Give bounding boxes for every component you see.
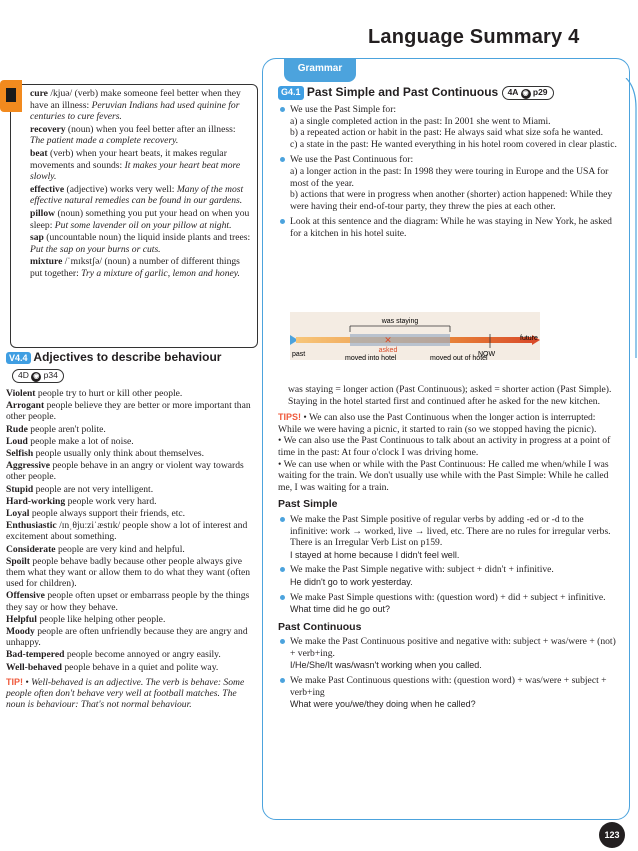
adjective-entry: Arrogant people believe they are better or more important than other people. (6, 400, 251, 423)
past-continuous-use-a: a) a longer action in the past: In 1998 they were touring in Europe and the USA for most of the year. (290, 165, 609, 189)
asked-marker: ✕ (384, 335, 392, 345)
vocab-entry: sap (uncountable noun) the liquid inside plants and trees: Put the sap on your burns or cuts. (30, 232, 251, 255)
vocab-entry: cure /kjuə/ (verb) make someone feel better when they have an illness: Peruvian Indians had used quinine for centuries to cure fevers. (30, 88, 241, 123)
adjective-entry: Considerate people are very kind and helpful. (6, 543, 185, 555)
tip-3: • We can use when or while with the Past Continuous: He called me when/while I was waiting for the train. We don't usually use while with the Past Simple: While he called me, I was waiting for a train. (278, 458, 609, 493)
past-label: past (292, 351, 306, 358)
ps-negative-example: He didn't go to work yesterday. (290, 576, 413, 587)
grammar-content (278, 86, 620, 240)
grammar-tab: Grammar (284, 58, 356, 82)
adjective-entry: Violent people try to hurt or kill other people. (6, 388, 183, 399)
adjective-entry: Hard-working people work very hard. (6, 495, 157, 507)
past-continuous-use-b: b) actions that were in progress when another (shorter) action happened: While they were having their end-of-tour party, they threw the pies at each other. (290, 189, 613, 212)
ps-question-example: What time did he go out? (290, 604, 391, 615)
past-continuous-heading: Past Continuous (278, 620, 362, 633)
page-number: 123 (599, 822, 625, 848)
vocab-entry: beat (verb) when your heart beats, it makes regular movements and sounds: It makes your heart beat more slowly. (30, 147, 241, 183)
decorative-border (624, 78, 638, 358)
longer-action-bar (350, 334, 450, 346)
moved-into-label: moved into hotel (345, 355, 397, 362)
reference-pill[interactable]: 4D ◉ p34 (12, 369, 64, 383)
timeline-diagram (290, 312, 550, 374)
past-simple-use-a: a) a single completed action in the past: In 2001 she went to Miami. (290, 115, 551, 127)
grammar-title: Past Simple and Past Continuous (306, 85, 499, 100)
ps-negative-rule: We make the Past Simple negative with: subject + didn't + infinitive. (278, 564, 620, 576)
adjective-entry: Spoilt people behave badly because other people always give them what they want or allow them to do what they want (often used for children). (6, 555, 251, 590)
vocab-entry: recovery (noun) when you feel better after an illness: The patient made a complete recovery. (30, 123, 236, 147)
grammar-content-2: was staying = longer action (Past Continuous); asked = shorter action (Past Simple). Staying in the hotel started first and continued after he asked for the new kitchen. TIPS! • We can also use the Past Continuous when the longer action is interrupted: While we were having a picnic, it started to rain (so we stopped having the picnic). • We can also use the Past Continuous to talk about an activity in progress at a point of time in the past: At four o'clock I was driving home. • We can use when or while with the Past Continuous: He called me when/while I was waiting for the train. We don't usually use while with the Past Simple: While he called me, I was waiting for a train. Past Simple We make the Past Simple positive of regular verbs by adding -ed or -d to the infinitive: work → worked, live → lived, etc. There are no rules for irregular verbs. There is an Irregular Verb List on p159. I stayed at home because I didn't feel well. We make the Past Simple negative with: subject + didn't + infinitive. He didn't go to work yesterday. We make Past Simple questions with: (question word) + did + subject + infinitive. What time did he go out? Past Continuous We make the Past Continuous positive and negative with: subject + was/were + (not) + verb+ing. I/He/She/It was/wasn't working when you called. We make Past Continuous questions with: (question word) + was/were + subject + verb+ing What were you/we/they doing when he called? (278, 384, 620, 714)
adjective-entry: Moody people are often unfriendly because they are angry and unhappy. (6, 626, 248, 649)
future-label: future (520, 335, 538, 342)
look-sentence: Look at this sentence and the diagram: While he was staying in New York, he asked for a kitchen in his hotel suite. (278, 216, 620, 239)
adjectives-list (6, 388, 256, 673)
was-staying-label: was staying (381, 318, 419, 325)
vocab-entry: pillow (noun) something you put your head on when you sleep: Put some lavender oil on your pillow at night. (30, 207, 250, 231)
adjective-entry: Rude people aren't polite. (6, 423, 106, 435)
pc-positive-rule: We make the Past Continuous positive and negative with: subject + was/were + (not) + verb+ing. (278, 636, 620, 659)
student-book-icon: ◉ (33, 373, 40, 381)
vocabulary-list (30, 88, 252, 281)
ps-question-rule: We make Past Simple questions with: (question word) + did + subject + infinitive. (278, 592, 620, 604)
adjective-entry: Stupid people are not very intelligent. (6, 483, 154, 495)
adjectives-section (6, 350, 256, 710)
grammar-badge: G4.1 (278, 86, 304, 100)
past-simple-intro: We use the Past Simple for: (278, 104, 620, 116)
adjective-entry: Aggressive people behave in an angry or violent way towards other people. (6, 460, 244, 483)
book-icon (6, 88, 16, 102)
adjective-entry: Offensive people often upset or embarrass people by the things they say or how they behave. (6, 590, 250, 613)
section-badge: V4.4 (6, 352, 31, 364)
tip-1: • We can also use the Past Continuous when the longer action is interrupted: While we were having a picnic, it started to rain (so we stopped having the picnic). (278, 412, 597, 435)
diagram-explanation: was staying = longer action (Past Continuous); asked = shorter action (Past Simple). Staying in the hotel started first and continued after he asked for the new kitchen. (288, 384, 612, 407)
asked-label: asked (378, 347, 398, 354)
past-simple-heading: Past Simple (278, 498, 338, 511)
adjectives-tip: TIP! • Well-behaved is an adjective. The verb is behave: Some people often don't behave very well at football matches. The noun is behaviour: That's not normal behaviour. (6, 676, 245, 711)
adjective-entry: Loud people make a lot of noise. (6, 435, 134, 447)
pc-question-example: What were you/we/they doing when he called? (290, 699, 476, 710)
now-label: NOW (478, 351, 496, 358)
adjective-entry: Helpful people like helping other people. (6, 613, 166, 625)
moved-out-label: moved out of hotel (430, 355, 488, 362)
adjective-entry: Bad-tempered people become annoyed or angry easily. (6, 649, 221, 661)
past-continuous-intro: We use the Past Continuous for: (278, 154, 620, 166)
vocab-entry: mixture /ˈmɪkstʃə/ (noun) a number of different things put together: Try a mixture of garlic, lemon and honey. (30, 256, 240, 279)
past-simple-use-c: c) a state in the past: He wanted everything in his hotel room covered in clear plastic. (290, 138, 617, 150)
page-title: Language Summary 4 (368, 26, 580, 48)
pc-positive-example: I/He/She/It was/wasn't working when you called. (290, 660, 482, 671)
adjective-entry: Loyal people always support their friends, etc. (6, 508, 186, 520)
adjective-entry: Well-behaved people behave in a quiet and polite way. (6, 661, 219, 673)
tip-2: • We can also use the Past Continuous to talk about an activity in progress at a point of time in the past: At four o'clock I was driving home. (278, 435, 611, 458)
vocab-entry: effective (adjective) works very well: Many of the most effective natural remedies can be found in our gardens. (30, 183, 244, 207)
pc-question-rule: We make Past Continuous questions with: (question word) + was/were + subject + verb+ing (278, 675, 620, 698)
adjective-entry: Selfish people usually only think about themselves. (6, 448, 205, 460)
grammar-reference-pill[interactable]: 4A ◉ p29 (502, 86, 554, 100)
student-book-icon: ◉ (522, 90, 529, 97)
adjective-entry: Enthusiastic /ɪnˌθjuːziˈæstɪk/ people show a lot of interest and excitement about something. (6, 520, 248, 543)
ps-positive-rule: We make the Past Simple positive of regular verbs by adding -ed or -d to the infinitive: work → worked, live → lived, etc. There are no rules for irregular verbs. There is an Irregular Verb List on p159. (278, 514, 620, 549)
ps-positive-example: I stayed at home because I didn't feel well. (290, 549, 460, 560)
section-title: Adjectives to describe behaviour (33, 350, 222, 364)
past-simple-use-b: b) a repeated action or habit in the past: He always said what size sofa he wanted. (290, 127, 604, 139)
